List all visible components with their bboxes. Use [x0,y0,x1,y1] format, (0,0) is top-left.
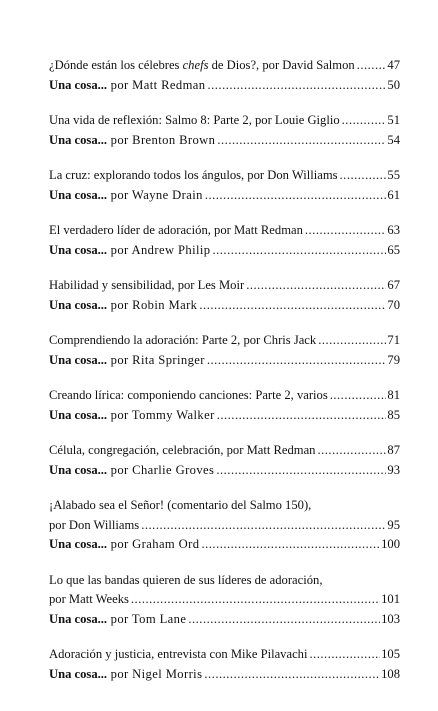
toc-title: Una vida de reflexión: Salmo 8: Parte 2, por Louie Giglio [49,113,340,127]
toc-line-una-cosa[interactable] [49,76,400,96]
toc-page-number: 100 [381,537,400,551]
toc-line-author[interactable] [49,590,400,610]
toc-entry [49,386,400,425]
toc-leader-dots [318,331,386,351]
toc-page-number: 47 [387,58,400,72]
toc-leader-dots [305,221,387,241]
toc-line-una-cosa[interactable] [49,610,400,630]
table-of-contents [49,56,400,700]
toc-page-number: 108 [381,666,400,681]
toc-leader-dots [201,535,380,555]
toc-title: ¡Alabado sea el Señor! (comentario del Salmo 150), [49,498,312,512]
toc-title: El verdadero líder de adoración, por Matt Redman [49,223,303,237]
toc-line-title[interactable] [49,645,400,665]
toc-leader-dots [131,590,380,610]
toc-page-number: 63 [387,223,400,237]
toc-line-una-cosa[interactable] [49,296,400,316]
toc-subtitle: Una cosa... por Brenton Brown [49,132,216,147]
toc-leader-dots [188,610,380,630]
toc-leader-dots [204,665,380,685]
toc-entry [49,571,400,630]
toc-line-title[interactable] [49,331,400,351]
toc-line-title[interactable] [49,386,400,406]
toc-title: Comprendiendo la adoración: Parte 2, por Chris Jack [49,333,317,347]
toc-page-number: 95 [387,517,400,532]
toc-subtitle: Una cosa... por Graham Ord [49,537,200,551]
toc-line-una-cosa[interactable] [49,131,400,151]
toc-entry [49,166,400,205]
toc-entry [49,496,400,555]
toc-leader-dots [207,76,386,96]
toc-entry [49,645,400,684]
toc-page-number: 61 [387,187,400,202]
toc-page-number: 87 [387,443,400,457]
toc-title: Lo que las bandas quieren de sus líderes de adoración, [49,572,323,587]
toc-page-number: 65 [387,242,400,257]
toc-subtitle: Una cosa... por Tommy Walker [49,407,215,422]
toc-line-una-cosa[interactable] [49,406,400,426]
toc-page-number: 81 [387,388,400,402]
toc-leader-dots [309,645,380,665]
toc-page-number: 51 [387,113,400,127]
toc-entry [49,441,400,480]
toc-leader-dots [340,166,387,186]
toc-subtitle: Una cosa... por Robin Mark [49,297,198,312]
toc-page-number: 67 [387,278,400,292]
toc-entry [49,331,400,370]
toc-entry [49,56,400,95]
toc-page-number: 70 [387,297,400,312]
toc-title: Célula, congregación, celebración, por Matt Redman [49,443,316,457]
toc-line-title[interactable] [49,496,400,516]
toc-page-number: 85 [387,407,400,422]
toc-line-una-cosa[interactable] [49,241,400,261]
toc-author: por Don Williams [49,517,140,532]
toc-line-title[interactable] [49,571,400,591]
toc-page-number: 50 [387,77,400,92]
toc-page-number: 93 [387,462,400,477]
toc-entry [49,111,400,150]
toc-line-title[interactable] [49,276,400,296]
toc-subtitle: Una cosa... por Wayne Drain [49,187,203,202]
toc-subtitle: Una cosa... por Tom Lane [49,611,187,626]
toc-line-title[interactable] [49,166,400,186]
toc-leader-dots [330,386,387,406]
toc-leader-dots [205,186,387,206]
toc-line-una-cosa[interactable] [49,665,400,685]
toc-page-number: 79 [387,352,400,367]
toc-title: Habilidad y sensibilidad, por Les Moir [49,278,245,292]
toc-page-number: 54 [387,132,400,147]
toc-leader-dots [207,351,387,371]
toc-subtitle: Una cosa... por Andrew Philip [49,242,211,257]
toc-page-number: 105 [381,647,400,661]
toc-line-una-cosa[interactable] [49,535,400,555]
toc-subtitle: Una cosa... por Charlie Groves [49,462,215,477]
toc-entry [49,221,400,260]
toc-line-una-cosa[interactable] [49,461,400,481]
toc-page-number: 103 [381,611,400,626]
toc-title: Creando lírica: componiendo canciones: Parte 2, varios [49,388,328,402]
toc-author: por Matt Weeks [49,592,129,606]
toc-leader-dots [342,111,387,131]
toc-line-title[interactable] [49,56,400,76]
toc-page-number: 55 [387,168,400,182]
toc-leader-dots [246,276,386,296]
toc-leader-dots [141,516,386,536]
toc-subtitle: Una cosa... por Rita Springer [49,352,205,367]
toc-title: Adoración y justicia, entrevista con Mike Pilavachi [49,647,308,661]
toc-line-author[interactable] [49,516,400,536]
toc-leader-dots [357,56,387,76]
toc-title: La cruz: explorando todos los ángulos, por Don Williams [49,168,338,182]
toc-line-title[interactable] [49,221,400,241]
toc-line-title[interactable] [49,111,400,131]
toc-line-title[interactable] [49,441,400,461]
toc-title: ¿Dónde están los célebres chefs de Dios?, por David Salmon [49,58,355,72]
toc-leader-dots [216,461,386,481]
toc-subtitle: Una cosa... por Matt Redman [49,77,206,92]
toc-leader-dots [217,131,386,151]
toc-page-number: 101 [381,592,400,606]
toc-leader-dots [199,296,386,316]
toc-line-una-cosa[interactable] [49,186,400,206]
toc-page-number: 71 [387,333,400,347]
toc-leader-dots [212,241,386,261]
toc-leader-dots [317,441,386,461]
toc-leader-dots [217,406,387,426]
toc-line-una-cosa[interactable] [49,351,400,371]
toc-entry [49,276,400,315]
toc-subtitle: Una cosa... por Nigel Morris [49,666,203,681]
